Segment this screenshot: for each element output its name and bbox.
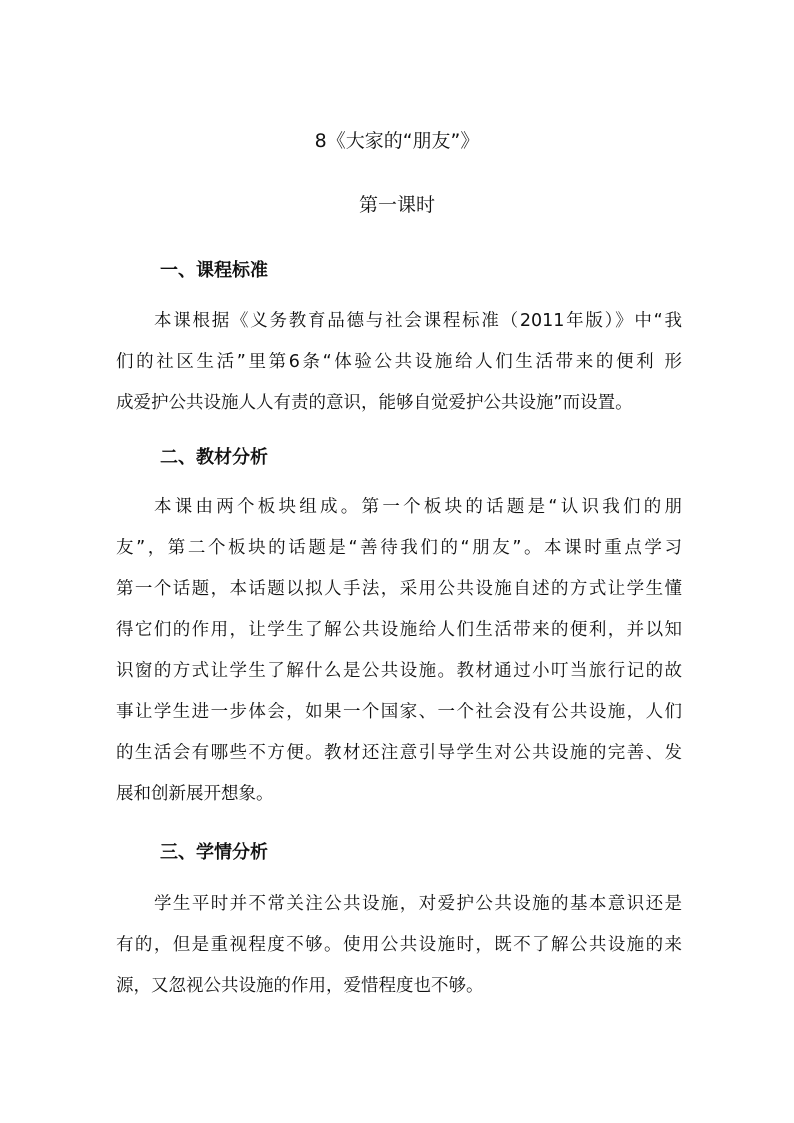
paragraph-line: 源，又忽视公共设施的作用，爱惜程度也不够。 bbox=[116, 976, 484, 996]
section-heading-curriculum-standard: 一、课程标准 bbox=[160, 260, 268, 281]
section-body-learner-analysis bbox=[116, 884, 682, 1007]
paragraph-line: 学生平时并不常关注公共设施，对爱护公共设施的基本意识还是 bbox=[154, 894, 682, 914]
paragraph-line: 友”，第二个板块的话题是“善待我们的“朋友”。本课时重点学习 bbox=[116, 538, 682, 558]
paragraph-line: 得它们的作用，让学生了解公共设施给人们生活带来的便利，并以知 bbox=[116, 620, 682, 640]
paragraph-line: 的生活会有哪些不方便。教材还注意引导学生对公共设施的完善、发 bbox=[116, 743, 682, 763]
section-heading-learner-analysis: 三、学情分析 bbox=[160, 842, 268, 863]
section-body-curriculum-standard bbox=[116, 301, 682, 424]
section-body-textbook-analysis bbox=[116, 487, 682, 815]
paragraph-line: 有的，但是重视程度不够。使用公共设施时，既不了解公共设施的来 bbox=[116, 935, 682, 955]
paragraph-line: 们的社区生活”里第6条“体验公共设施给人们生活带来的便利 形 bbox=[116, 352, 682, 372]
document-title: 8《大家的“朋友”》 bbox=[314, 130, 480, 152]
section-heading-textbook-analysis: 二、教材分析 bbox=[160, 447, 268, 468]
paragraph-line: 展和创新展开想象。 bbox=[116, 784, 274, 804]
paragraph-line: 识窗的方式让学生了解什么是公共设施。教材通过小叮当旅行记的故 bbox=[116, 661, 682, 681]
paragraph-line: 成爱护公共设施人人有责的意识，能够自觉爱护公共设施”而设置。 bbox=[116, 393, 633, 413]
paragraph-line: 本课根据《义务教育品德与社会课程标准（2011年版）》中“我 bbox=[154, 311, 682, 331]
document-subtitle: 第一课时 bbox=[358, 194, 435, 216]
paragraph-line: 第一个话题，本话题以拟人手法，采用公共设施自述的方式让学生懂 bbox=[116, 579, 682, 599]
paragraph-line: 本课由两个板块组成。第一个板块的话题是“认识我们的朋 bbox=[154, 497, 682, 517]
paragraph-line: 事让学生进一步体会，如果一个国家、一个社会没有公共设施，人们 bbox=[116, 702, 682, 722]
